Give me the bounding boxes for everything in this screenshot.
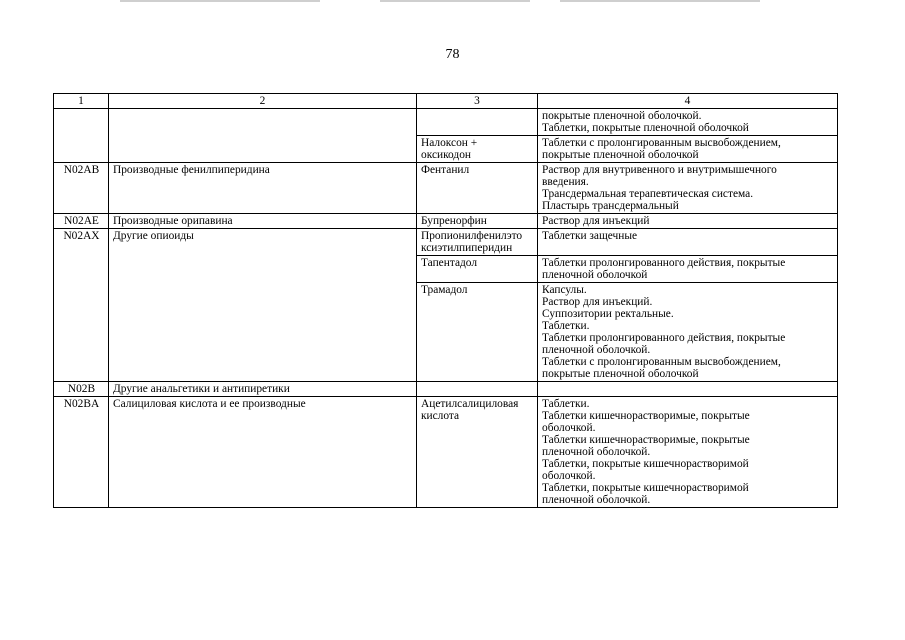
scan-edge-line xyxy=(120,0,320,2)
dosage-form-line: оболочкой. xyxy=(542,470,596,482)
table-row xyxy=(54,163,838,214)
drug-name-line: Пропионилфенилэто xyxy=(421,230,523,242)
dosage-form-line: покрытые пленочной оболочкой. xyxy=(542,110,702,122)
drug-name-cell xyxy=(417,214,538,229)
group-name-cell: Другие опиоиды xyxy=(109,229,417,382)
drug-name-line: ксиэтилпиперидин xyxy=(421,242,513,254)
dosage-forms-cell xyxy=(538,397,838,508)
scan-edge-line xyxy=(380,0,530,2)
dosage-form-line: Раствор для внутривенного и внутримышечного xyxy=(542,164,777,176)
dosage-forms-cell xyxy=(538,214,838,229)
drug-name-cell xyxy=(417,163,538,214)
group-name-cell: Производные орипавина xyxy=(109,214,417,229)
dosage-form-line: пленочной оболочкой. xyxy=(542,344,651,356)
column-header: 2 xyxy=(109,94,417,109)
drug-name-line: Тапентадол xyxy=(421,257,478,269)
dosage-form-line: Таблетки кишечнорастворимые, покрытые xyxy=(542,434,750,446)
dosage-form-line: Пластырь трансдермальный xyxy=(542,200,679,212)
dosage-form-line: пленочной оболочкой. xyxy=(542,494,651,506)
group-name-cell: Другие анальгетики и антипиретики xyxy=(109,382,417,397)
dosage-form-line: Раствор для инъекций. xyxy=(542,296,653,308)
table-row xyxy=(54,214,838,229)
drug-name-line: кислота xyxy=(421,410,460,422)
dosage-form-line: пленочной оболочкой. xyxy=(542,446,651,458)
page-number: 78 xyxy=(445,47,460,62)
dosage-forms-cell xyxy=(538,136,838,163)
group-name-cell: Производные фенилпиперидина xyxy=(109,163,417,214)
dosage-form-line: Трансдермальная терапевтическая система. xyxy=(542,188,754,200)
drug-classification-table xyxy=(53,93,838,508)
drug-name-cell xyxy=(417,382,538,397)
dosage-form-line: Таблетки, покрытые кишечнорастворимой xyxy=(542,482,749,494)
dosage-form-line: Таблетки. xyxy=(542,398,590,410)
scan-edge-line xyxy=(560,0,760,2)
dosage-forms-cell xyxy=(538,256,838,283)
dosage-forms-cell xyxy=(538,229,838,256)
atc-code-cell: N02AX xyxy=(54,229,109,382)
dosage-form-line: пленочной оболочкой xyxy=(542,269,648,281)
table-row xyxy=(54,397,838,508)
drug-name-cell xyxy=(417,109,538,136)
column-header: 1 xyxy=(54,94,109,109)
dosage-form-line: Таблетки с пролонгированным высвобождением, xyxy=(542,356,781,368)
dosage-form-line: покрытые пленочной оболочкой xyxy=(542,149,699,161)
dosage-form-line: Таблетки. xyxy=(542,320,590,332)
table-header-row xyxy=(54,94,838,109)
dosage-form-line: Таблетки пролонгированного действия, покрытые xyxy=(542,332,786,344)
drug-name-cell xyxy=(417,256,538,283)
dosage-form-line: Раствор для инъекций xyxy=(542,215,650,227)
drug-name-line: Трамадол xyxy=(421,284,468,296)
atc-code-cell xyxy=(54,109,109,163)
drug-name-line: Фентанил xyxy=(421,164,470,176)
drug-name-line: оксикодон xyxy=(421,149,472,161)
dosage-form-line: Таблетки пролонгированного действия, покрытые xyxy=(542,257,786,269)
atc-code-cell: N02AB xyxy=(54,163,109,214)
dosage-form-line: Капсулы. xyxy=(542,284,587,296)
dosage-form-line: Суппозитории ректальные. xyxy=(542,308,674,320)
table-row xyxy=(54,229,838,256)
dosage-form-line: Таблетки кишечнорастворимые, покрытые xyxy=(542,410,750,422)
dosage-forms-cell xyxy=(538,283,838,382)
drug-name-line: Бупренорфин xyxy=(421,215,487,227)
table-row xyxy=(54,382,838,397)
atc-code-cell: N02B xyxy=(54,382,109,397)
dosage-form-line: Таблетки, покрытые пленочной оболочкой xyxy=(542,122,749,134)
dosage-form-line: оболочкой. xyxy=(542,422,596,434)
dosage-form-line: Таблетки защечные xyxy=(542,230,638,242)
dosage-form-line: Таблетки, покрытые кишечнорастворимой xyxy=(542,458,749,470)
drug-name-cell xyxy=(417,136,538,163)
atc-code-cell: N02BA xyxy=(54,397,109,508)
dosage-form-line: Таблетки с пролонгированным высвобождением, xyxy=(542,137,781,149)
column-header: 3 xyxy=(417,94,538,109)
dosage-form-line: введения. xyxy=(542,176,589,188)
dosage-form-line: покрытые пленочной оболочкой xyxy=(542,368,699,380)
column-header: 4 xyxy=(538,94,838,109)
drug-name-cell xyxy=(417,397,538,508)
drug-name-cell xyxy=(417,229,538,256)
drug-name-line: Налоксон + xyxy=(421,137,478,149)
group-name-cell xyxy=(109,109,417,163)
drug-name-line: Ацетилсалициловая xyxy=(421,398,519,410)
atc-code-cell: N02AE xyxy=(54,214,109,229)
dosage-forms-cell xyxy=(538,163,838,214)
drug-name-cell xyxy=(417,283,538,382)
dosage-forms-cell xyxy=(538,109,838,136)
group-name-cell: Салициловая кислота и ее производные xyxy=(109,397,417,508)
table-row xyxy=(54,109,838,136)
dosage-forms-cell xyxy=(538,382,838,397)
